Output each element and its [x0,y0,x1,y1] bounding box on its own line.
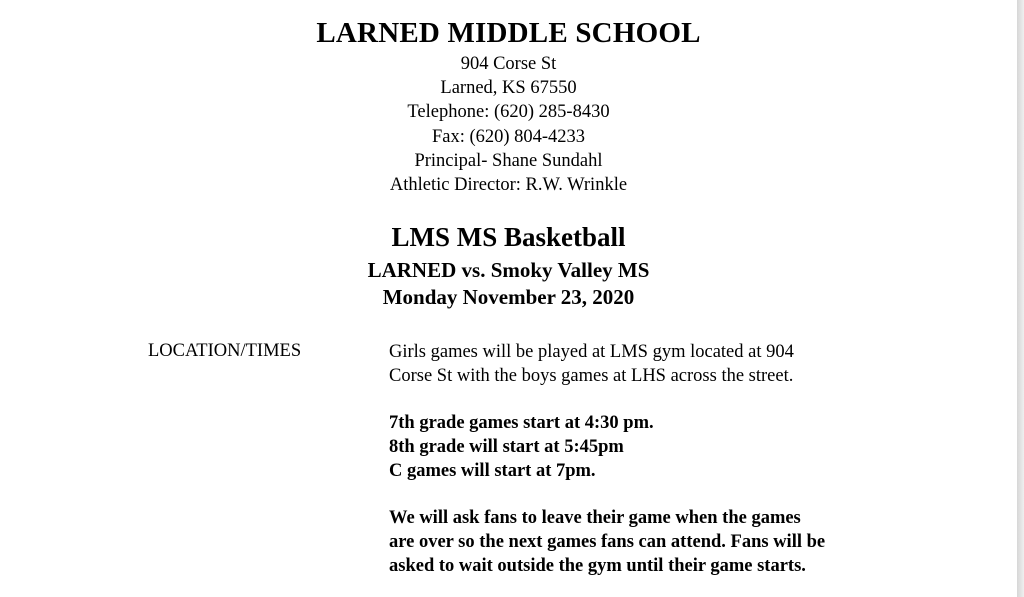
school-contact-block [0,52,1017,197]
address-line-1: 904 Corse St [460,54,557,74]
address-line-2: Larned, KS 67550 [440,78,577,99]
location-paragraph [389,340,1009,388]
game-time-7th-grade: 7th grade games start at 4:30 pm. [389,413,654,433]
fans-notice-line: We will ask fans to leave their game when the games [389,508,801,528]
viewer-gutter [1017,0,1024,597]
fax-line: Fax: (620) 804-4233 [431,126,586,147]
location-line: Corse St with the boys games at LHS across the street. [389,366,794,387]
game-time-c-games: C games will start at 7pm. [389,461,596,482]
event-matchup: LARNED vs. Smoky Valley MS [367,258,650,282]
principal-line: Principal- Shane Sundahl [414,150,603,171]
athletic-director-line: Athletic Director: R.W. Wrinkle [389,174,628,195]
fans-notice-line: asked to wait outside the gym until their game starts. [389,556,806,577]
location-line: Girls games will be played at LMS gym located at 904 [389,342,794,362]
fans-notice [389,506,1009,579]
event-date: Monday November 23, 2020 [382,285,635,309]
event-title: LMS MS Basketball [391,222,626,252]
school-name: LARNED MIDDLE SCHOOL [316,17,701,49]
fans-notice-line: are over so the next games fans can attend. Fans will be [389,532,826,553]
game-time-8th-grade: 8th grade will start at 5:45pm [389,437,624,458]
game-times-list [389,411,1009,484]
telephone-line: Telephone: (620) 285-8430 [407,102,610,123]
location-times-label: LOCATION/TIMES [148,341,302,361]
event-subtitle-block [0,257,1017,311]
